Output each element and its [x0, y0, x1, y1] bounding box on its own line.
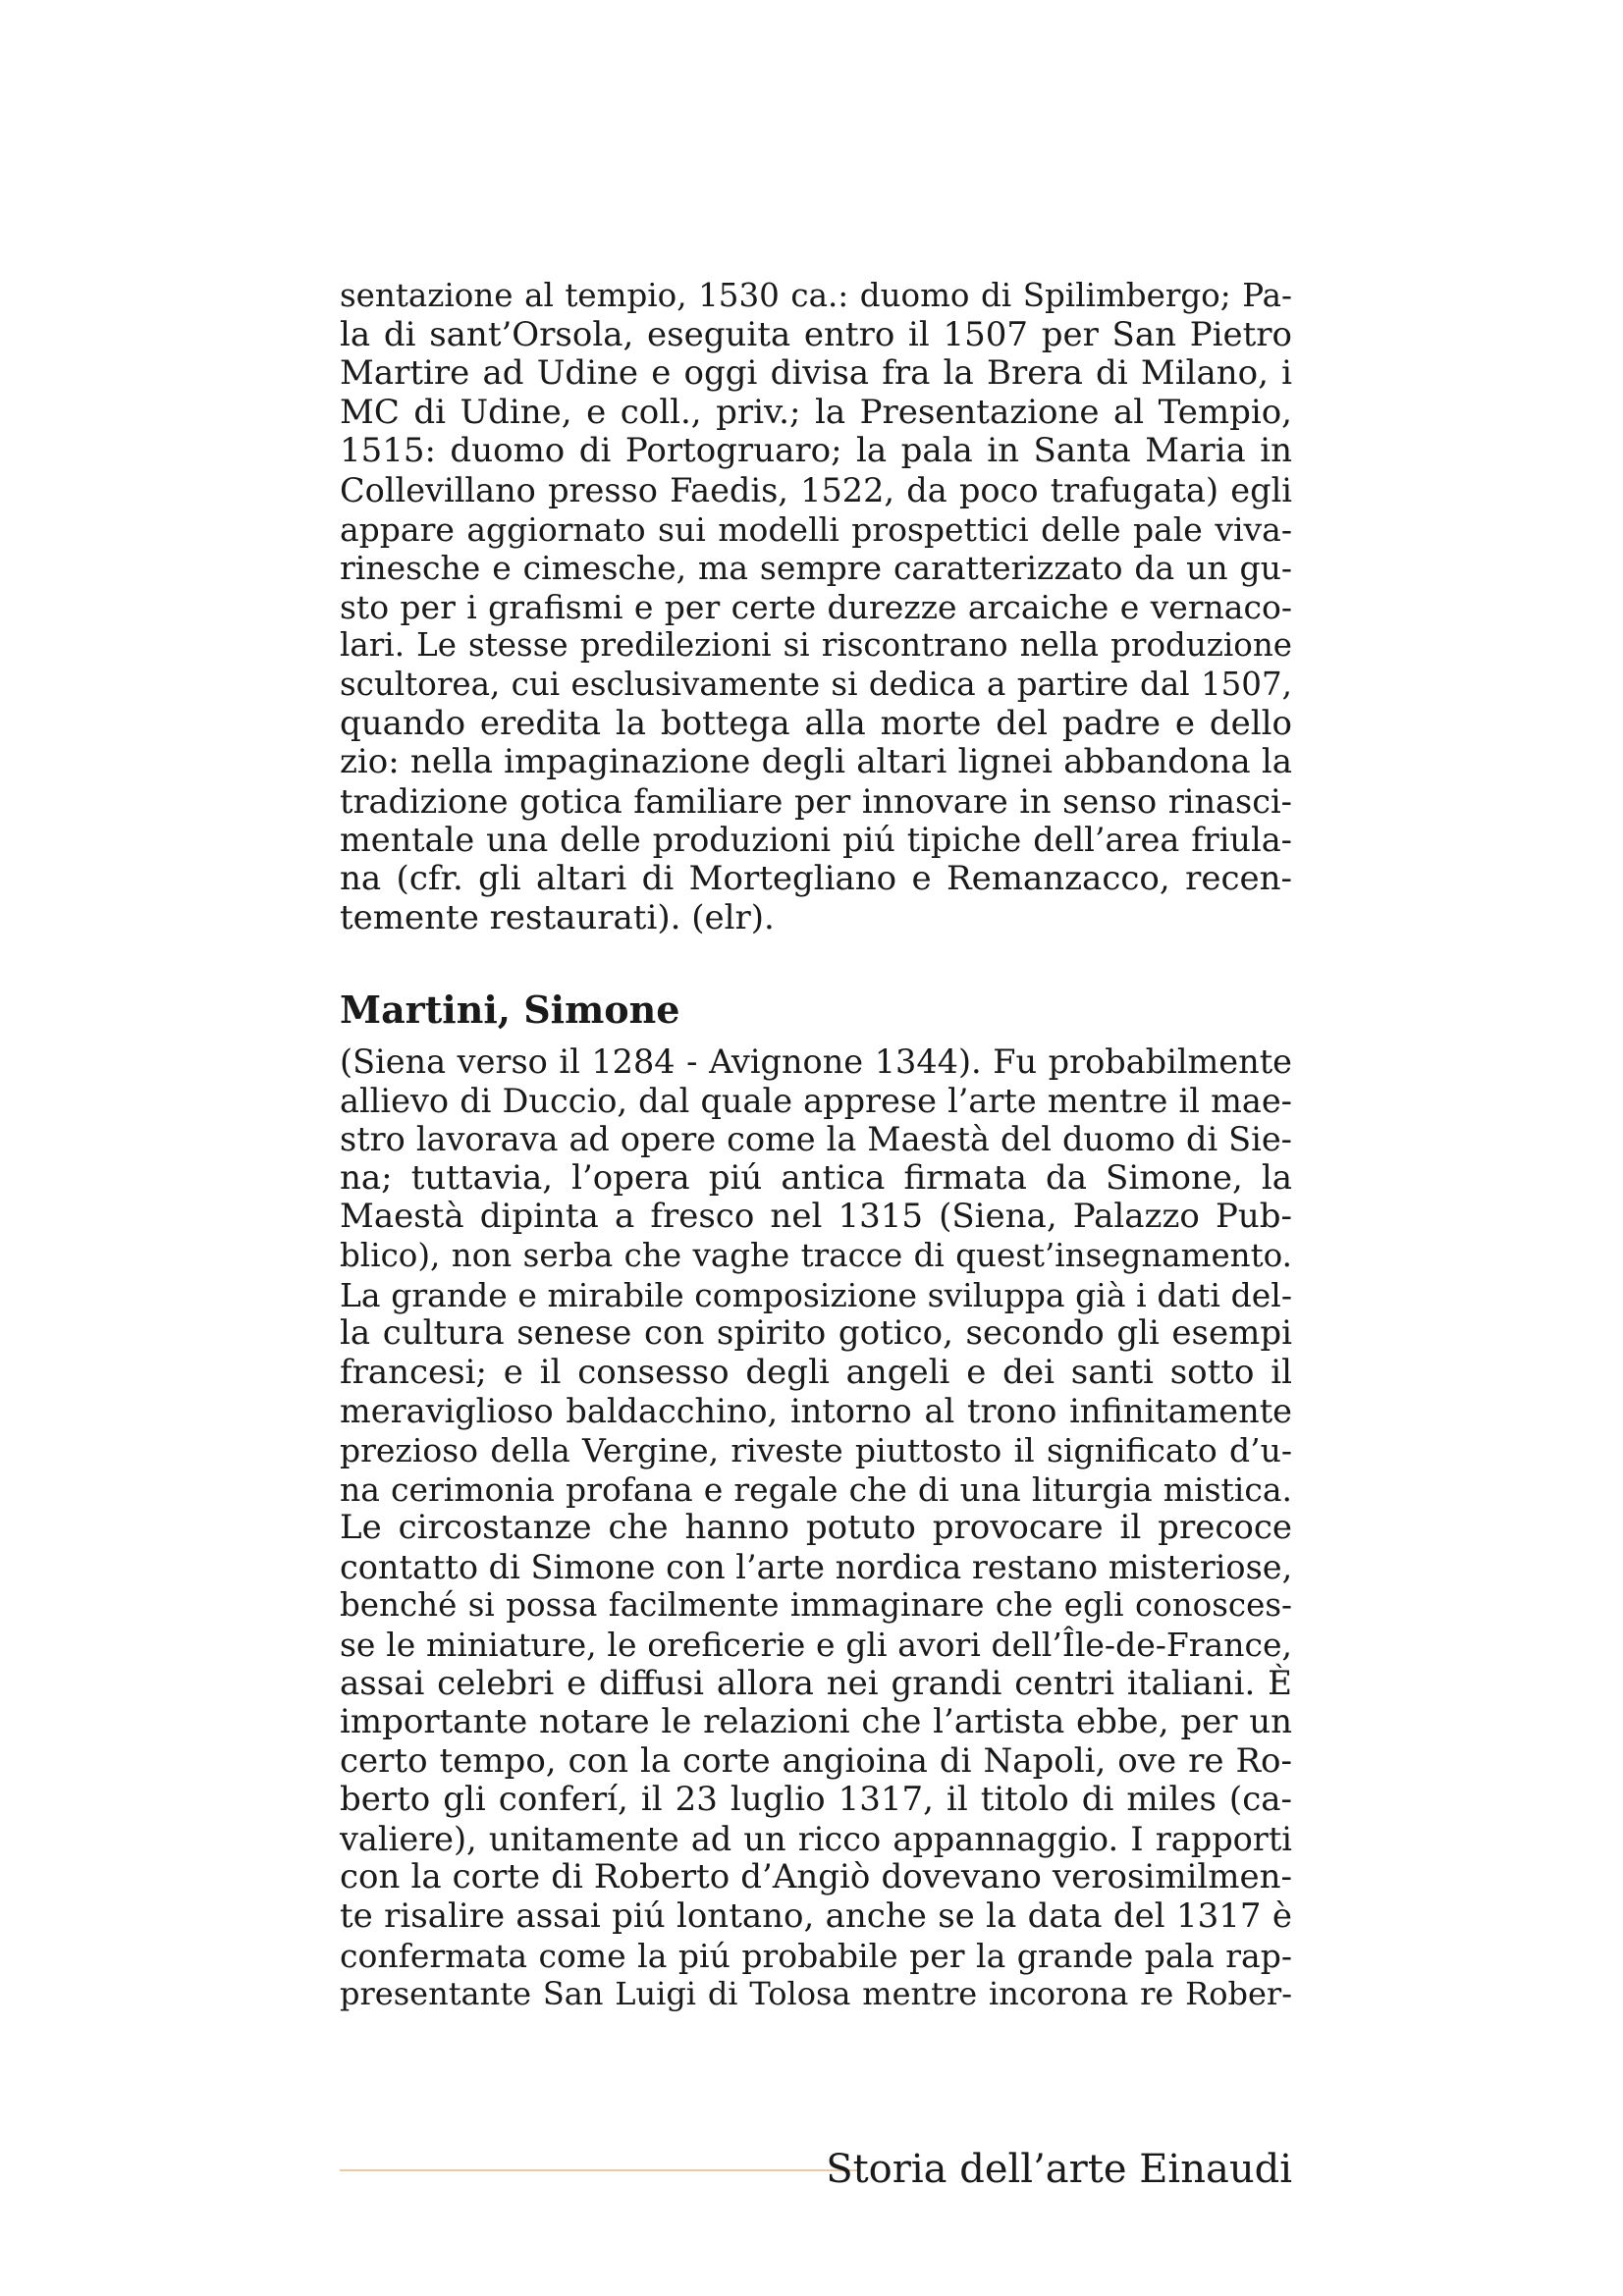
text-line: certo tempo, con la corte angioina di Napoli, ove re Ro- [340, 1740, 1292, 1781]
paragraph-1 [340, 277, 1292, 937]
text-line: Le circostanze che hanno potuto provocare il precoce [340, 1508, 1292, 1548]
text-line: stro lavorava ad opere come la Maestà del duomo di Sie- [340, 1120, 1292, 1159]
text-line: la di sant’Orsola, eseguita entro il 1507 per San Pietro [340, 314, 1292, 354]
text-line: con la corte di Roberto d’Angiò dovevano verosimilmen- [340, 1857, 1292, 1897]
text-line: lari. Le stesse predilezioni si riscontrano nella produzione [340, 626, 1292, 665]
text-line: scultorea, cui esclusivamente si dedica a partire dal 1507, [340, 665, 1292, 703]
text-line: La grande e mirabile composizione sviluppa già i dati del- [340, 1275, 1292, 1314]
text-line: sto per i grafismi e per certe durezze arcaiche e vernaco- [340, 587, 1292, 626]
text-line: te risalire assai piú lontano, anche se la data del 1317 è [340, 1896, 1292, 1937]
text-line: presentante San Luigi di Tolosa mentre incorona re Rober- [340, 1975, 1292, 2013]
text-line: sentazione al tempio, 1530 ca.: duomo di Spilimbergo; Pa- [340, 277, 1292, 314]
text-line: mentale una delle produzioni piú tipiche dell’area friula- [340, 821, 1292, 860]
text-line: na; tuttavia, l’opera piú antica firmata da Simone, la [340, 1157, 1292, 1198]
text-line: na cerimonia profana e regale che di una liturgia mistica. [340, 1469, 1292, 1509]
text-line: francesi; e il consesso degli angeli e dei santi sotto il [340, 1352, 1292, 1392]
text-line: zio: nella impaginazione degli altari lignei abbandona la [340, 742, 1292, 782]
text-line: benché si possa facilmente immaginare che egli conosces- [340, 1586, 1292, 1625]
text-line: (Siena verso il 1284 - Avignone 1344). Fu probabilmente [340, 1042, 1292, 1081]
text-line: Maestà dipinta a fresco nel 1315 (Siena, Palazzo Pub- [340, 1197, 1292, 1237]
text-line: na (cfr. gli altari di Mortegliano e Remanzacco, recen- [340, 858, 1292, 898]
footer-divider [340, 2169, 860, 2171]
text-line: contatto di Simone con l’arte nordica restano misteriose, [340, 1547, 1293, 1586]
text-line: berto gli conferí, il 23 luglio 1317, il titolo di miles (ca- [340, 1780, 1292, 1820]
text-line: allievo di Duccio, dal quale apprese l’arte mentre il mae- [340, 1081, 1292, 1120]
text-line: 1515: duomo di Portogruaro; la pala in Santa Maria in [340, 431, 1292, 471]
text-line: meraviglioso baldacchino, intorno al trono infinitamente [340, 1392, 1292, 1431]
text-line: quando eredita la bottega alla morte del padre e dello [340, 703, 1292, 743]
text-line: confermata come la piú probabile per la grande pala rap- [340, 1936, 1292, 1975]
text-line: Collevillano presso Faedis, 1522, da poco trafugata) egli [340, 470, 1292, 509]
text-line: importante notare le relazioni che l’artista ebbe, per un [340, 1702, 1292, 1742]
entry-heading: Martini, Simone [340, 988, 680, 1032]
text-line: la cultura senese con spirito gotico, secondo gli esempi [340, 1313, 1292, 1354]
text-line: valiere), unitamente ad un ricco appannaggio. I rapporti [340, 1819, 1292, 1858]
text-line: tradizione gotica familiare per innovare in senso rinasci- [340, 781, 1292, 821]
text-line: Martire ad Udine e oggi divisa fra la Brera di Milano, i [340, 353, 1292, 394]
footer-publication-title: Storia dell’arte Einaudi [826, 2147, 1292, 2192]
text-line: assai celebri e diffusi allora nei grandi centri italiani. È [340, 1663, 1292, 1703]
paragraph-2 [340, 1042, 1292, 2014]
text-line: rinesche e cimesche, ma sempre caratterizzato da un gu- [340, 549, 1292, 588]
text-line: temente restaurati). (elr). [340, 897, 775, 937]
text-line: se le miniature, le oreficerie e gli avori dell’Île-de-France, [340, 1625, 1292, 1664]
text-line: appare aggiornato sui modelli prospettici delle pale viva- [340, 509, 1292, 549]
text-line: prezioso della Vergine, riveste piuttosto il significato d’u- [340, 1430, 1292, 1469]
text-line: MC di Udine, e coll., priv.; la Presentazione al Tempio, [340, 392, 1292, 432]
text-line: blico), non serba che vaghe tracce di quest’insegnamento. [340, 1236, 1292, 1274]
